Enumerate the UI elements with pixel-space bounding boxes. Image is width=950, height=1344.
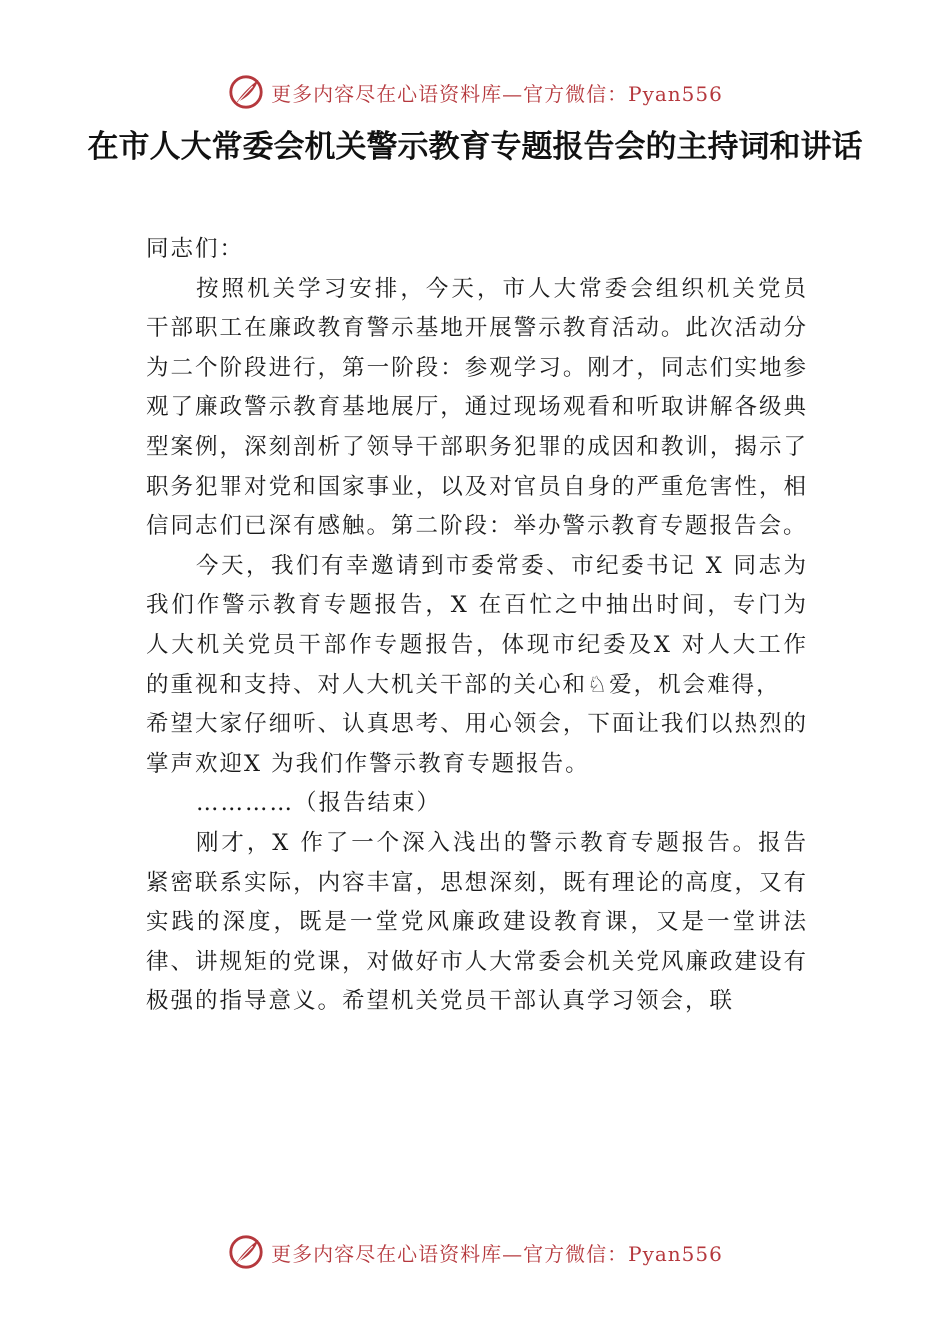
header-banner-text: 更多内容尽在心语资料库—官方微信：Pyan556 [271, 81, 723, 106]
paragraph-3: 希望大家仔细听、认真思考、用心领会，下面让我们以热烈的掌声欢迎X 为我们作警示教育专题报告。 [146, 711, 808, 777]
paragraph-2: 今天，我们有幸邀请到市委常委、市纪委书记 X 同志为我们作警示教育专题报告，X 在百忙之中抽出时间，专门为人大机关党员干部作专题报告，体现市纪委及X 对人大工作的重视和支持、对人大机关干部的关心和♘爱，机会难得， [146, 552, 808, 698]
paragraph-1: 按照机关学习安排，今天，市人大常委会组织机关党员干部职工在廉政教育警示基地开展警示教育活动。此次活动分为二个阶段进行，第一阶段：参观学习。刚才，同志们实地参观了廉政警示教育基地展厅，通过现场观看和听取讲解各级典型案例，深刻剖析了领导干部职务犯罪的成因和教训，揭示了职务犯罪对党和国家事业，以及对官员自身的严重危害性，相信同志们已深有感触。第二阶段：举办警示教育专题报告会。 [146, 275, 808, 540]
document-title: 在市人大常委会机关警示教育专题报告会的主持词和讲话 [87, 129, 863, 165]
document-body [146, 230, 808, 1022]
feather-quill-logo-icon [227, 73, 265, 111]
paragraph-4: 刚才，X 作了一个深入浅出的警示教育专题报告。报告紧密联系实际，内容丰富，思想深刻，既有理论的高度，又有实践的深度，既是一堂党风廉政建设教育课，又是一堂讲法律、讲规矩的党课，对做好市人大常委会机关党风廉政建设有极强的指导意义。希望机关党员干部认真学习领会，联 [146, 829, 808, 1015]
report-end-marker: …………（报告结束） [196, 790, 442, 817]
header-banner [0, 70, 950, 114]
footer-banner-text: 更多内容尽在心语资料库—官方微信：Pyan556 [271, 1241, 723, 1266]
footer-banner [0, 1230, 950, 1274]
salutation: 同志们： [146, 236, 245, 262]
feather-quill-logo-icon [227, 1233, 265, 1271]
